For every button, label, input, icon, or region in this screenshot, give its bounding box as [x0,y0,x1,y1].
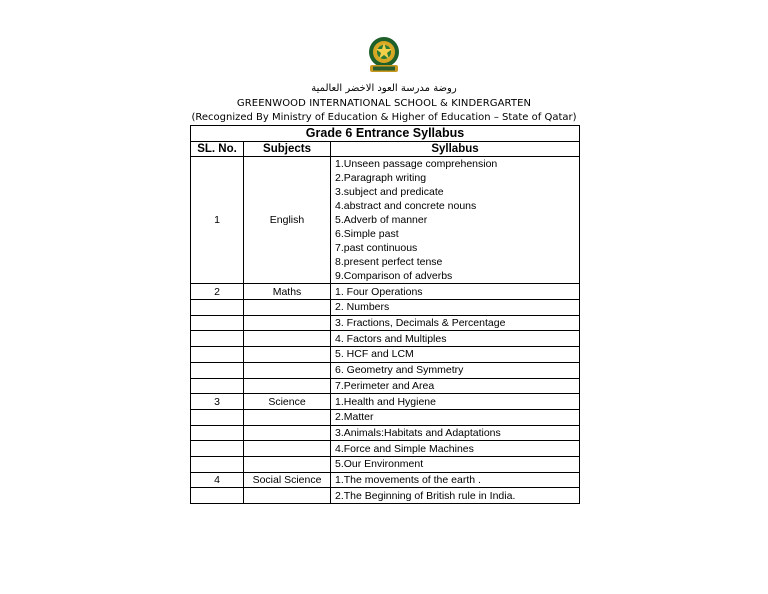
sl-no-cell: 3 [191,394,244,410]
table-row [191,284,580,300]
table-row [191,300,580,316]
syllabus-item: 6. Geometry and Symmetry [331,362,580,378]
column-header-subjects: Subjects [244,141,331,157]
subject-cell: Maths [244,284,331,300]
table-row [191,488,580,504]
syllabus-item: 9.Comparison of adverbs [335,270,453,283]
column-header-sl-no: SL. No. [191,141,244,157]
recognition-line: (Recognized By Ministry of Education & Higher of Education – State of Qatar) [191,112,577,123]
syllabus-item: 7.past continuous [335,242,418,255]
syllabus-item: 1.Health and Hygiene [331,394,580,410]
syllabus-table [190,125,580,504]
syllabus-item: 2. Numbers [331,300,580,316]
sl-no-cell: 4 [191,472,244,488]
syllabus-item: 2.Paragraph writing [335,172,427,185]
syllabus-item: 5.Our Environment [331,456,580,472]
school-name: GREENWOOD INTERNATIONAL SCHOOL & KINDERGARTEN [236,98,532,109]
table-row [191,362,580,378]
table-row [191,472,580,488]
syllabus-item: 4. Factors and Multiples [331,331,580,347]
syllabus-item: 3.subject and predicate [335,186,444,199]
table-row [191,315,580,331]
syllabus-item: 3.Animals:Habitats and Adaptations [331,425,580,441]
syllabus-item: 8.present perfect tense [335,256,443,269]
syllabus-item: 4.Force and Simple Machines [331,441,580,457]
table-row [191,331,580,347]
syllabus-item: 3. Fractions, Decimals & Percentage [331,315,580,331]
syllabus-item: 6.Simple past [335,228,399,241]
table-row [191,347,580,363]
column-header-syllabus: Syllabus [331,141,580,157]
table-row [191,456,580,472]
subject-cell: English [244,157,331,284]
syllabus-item: 5. HCF and LCM [331,347,580,363]
syllabus-item: 7.Perimeter and Area [331,378,580,394]
table-row [191,425,580,441]
subject-cell: Science [244,394,331,410]
syllabus-item: 2.The Beginning of British rule in India. [331,488,580,504]
syllabus-item: 2.Matter [331,409,580,425]
syllabus-item: 4.abstract and concrete nouns [335,200,477,213]
table-title: Grade 6 Entrance Syllabus [191,126,580,142]
syllabus-item: 1.Unseen passage comprehension [335,158,498,171]
syllabus-item: 1.The movements of the earth . [331,472,580,488]
table-row [191,378,580,394]
syllabus-item: 5.Adverb of manner [335,214,428,227]
table-row [191,441,580,457]
table-row [191,394,580,410]
table-row [191,157,580,284]
sl-no-cell: 2 [191,284,244,300]
subject-cell: Social Science [244,472,331,488]
sl-no-cell: 1 [191,157,244,284]
table-row [191,409,580,425]
syllabus-cell [331,157,580,284]
school-crest-icon [365,34,403,76]
school-arabic-name: روضة مدرسة العود الاخضر العالمية [311,83,457,94]
syllabus-item: 1. Four Operations [331,284,580,300]
